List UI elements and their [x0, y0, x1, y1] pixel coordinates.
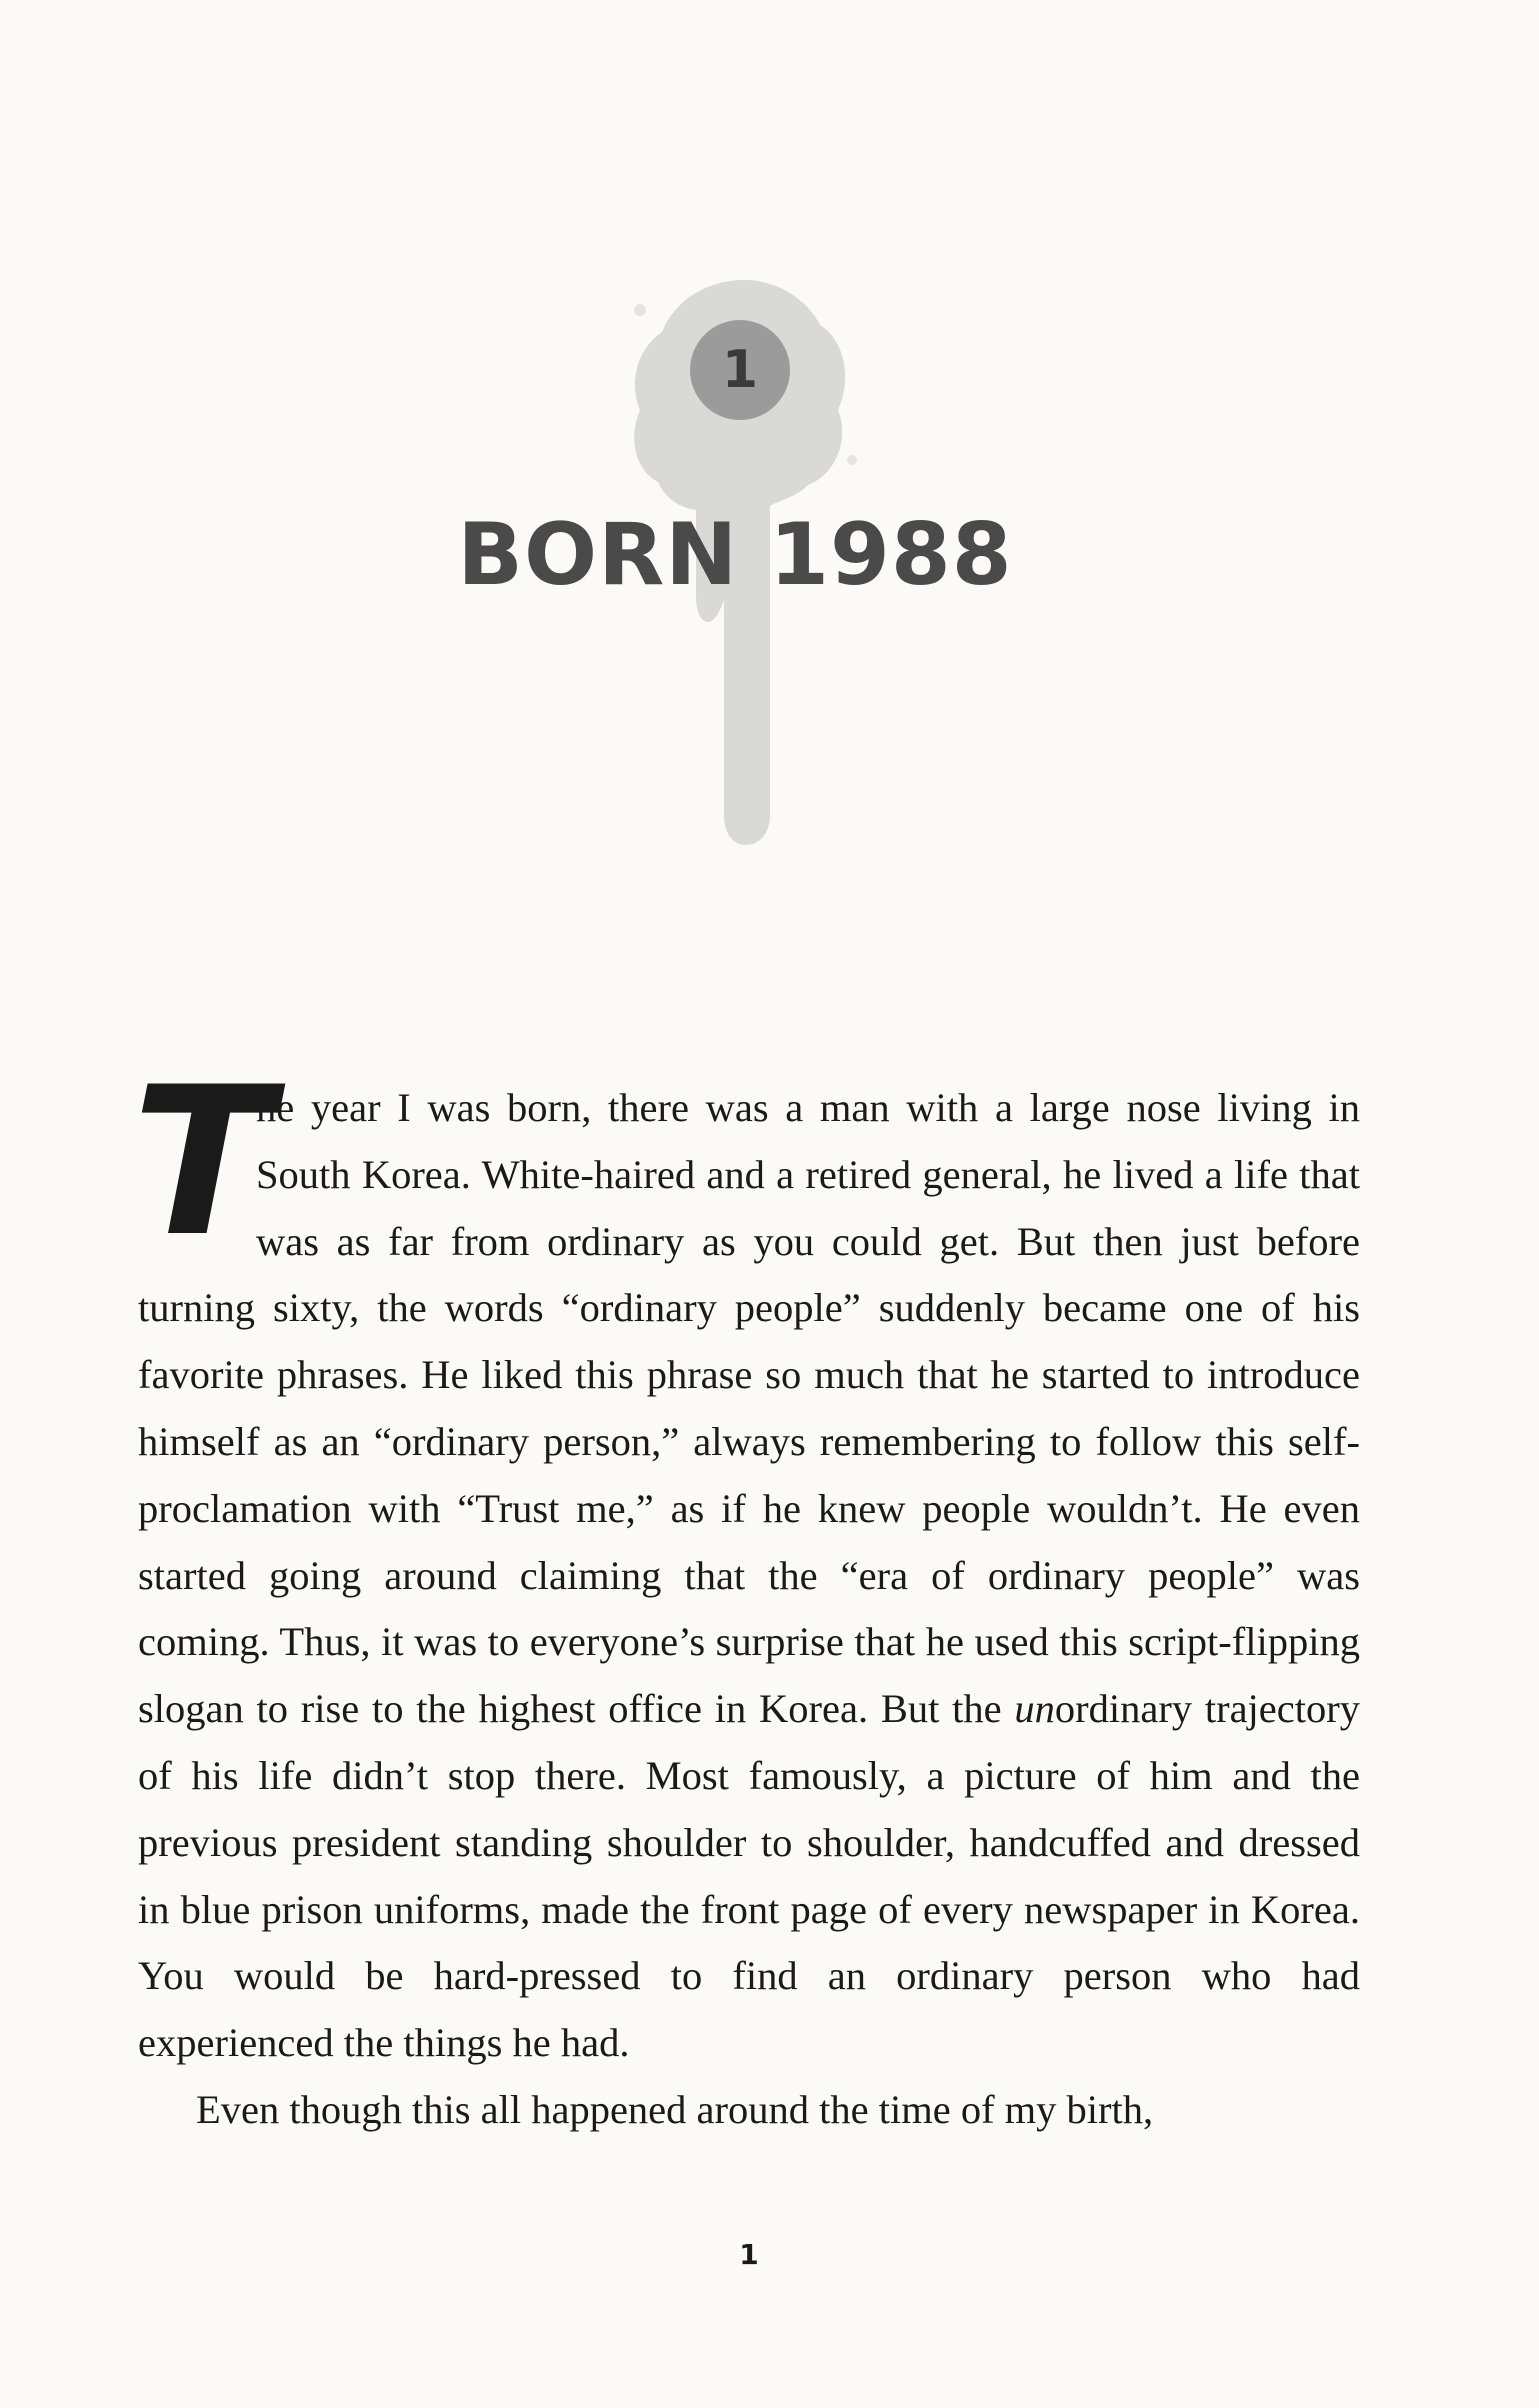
chapter-number-circle: 1 [690, 320, 790, 420]
paragraph-1-text-a: he year I was born, there was a man with a large nose living in South Korea. White-haired and a retired general, he lived a life that was as far from ordinary as you could get. But then just before turning sixty, the words “ordinary people” suddenly became one of his favorite phrases. He liked this phrase so much that he started to introduce himself as an “ordinary person,” always remembering to follow this self-proclamation with “Trust me,” as if he knew people wouldn’t. He even started going around claiming that the “era of ordinary people” was coming. Thus, it was to everyone’s surprise that he used this script-flipping slogan to rise to the highest office in Korea. But the [138, 1085, 1360, 1732]
paragraph-2: Even though this all happened around the time of my birth, [196, 2086, 1154, 2132]
chapter-heading [0, 250, 1539, 850]
page-number: 1 [739, 2238, 759, 2271]
paragraph-1-text-b: ordinary trajectory of his life didn’t stop there. Most famously, a picture of him and the previous president standing shoulder to shoulder, handcuffed and dressed in blue prison uniforms, made the front page of every newspaper in Korea. You would be hard-pressed to find an ordinary person who had experienced the things he had. [138, 1686, 1360, 2066]
paragraph-1 [132, 1044, 1360, 2077]
body-text [132, 1044, 1360, 2144]
paragraph-1-italic: un [1014, 1686, 1055, 1732]
drop-cap: T [132, 1044, 272, 1282]
chapter-title: BORN 1988 [457, 505, 1013, 605]
